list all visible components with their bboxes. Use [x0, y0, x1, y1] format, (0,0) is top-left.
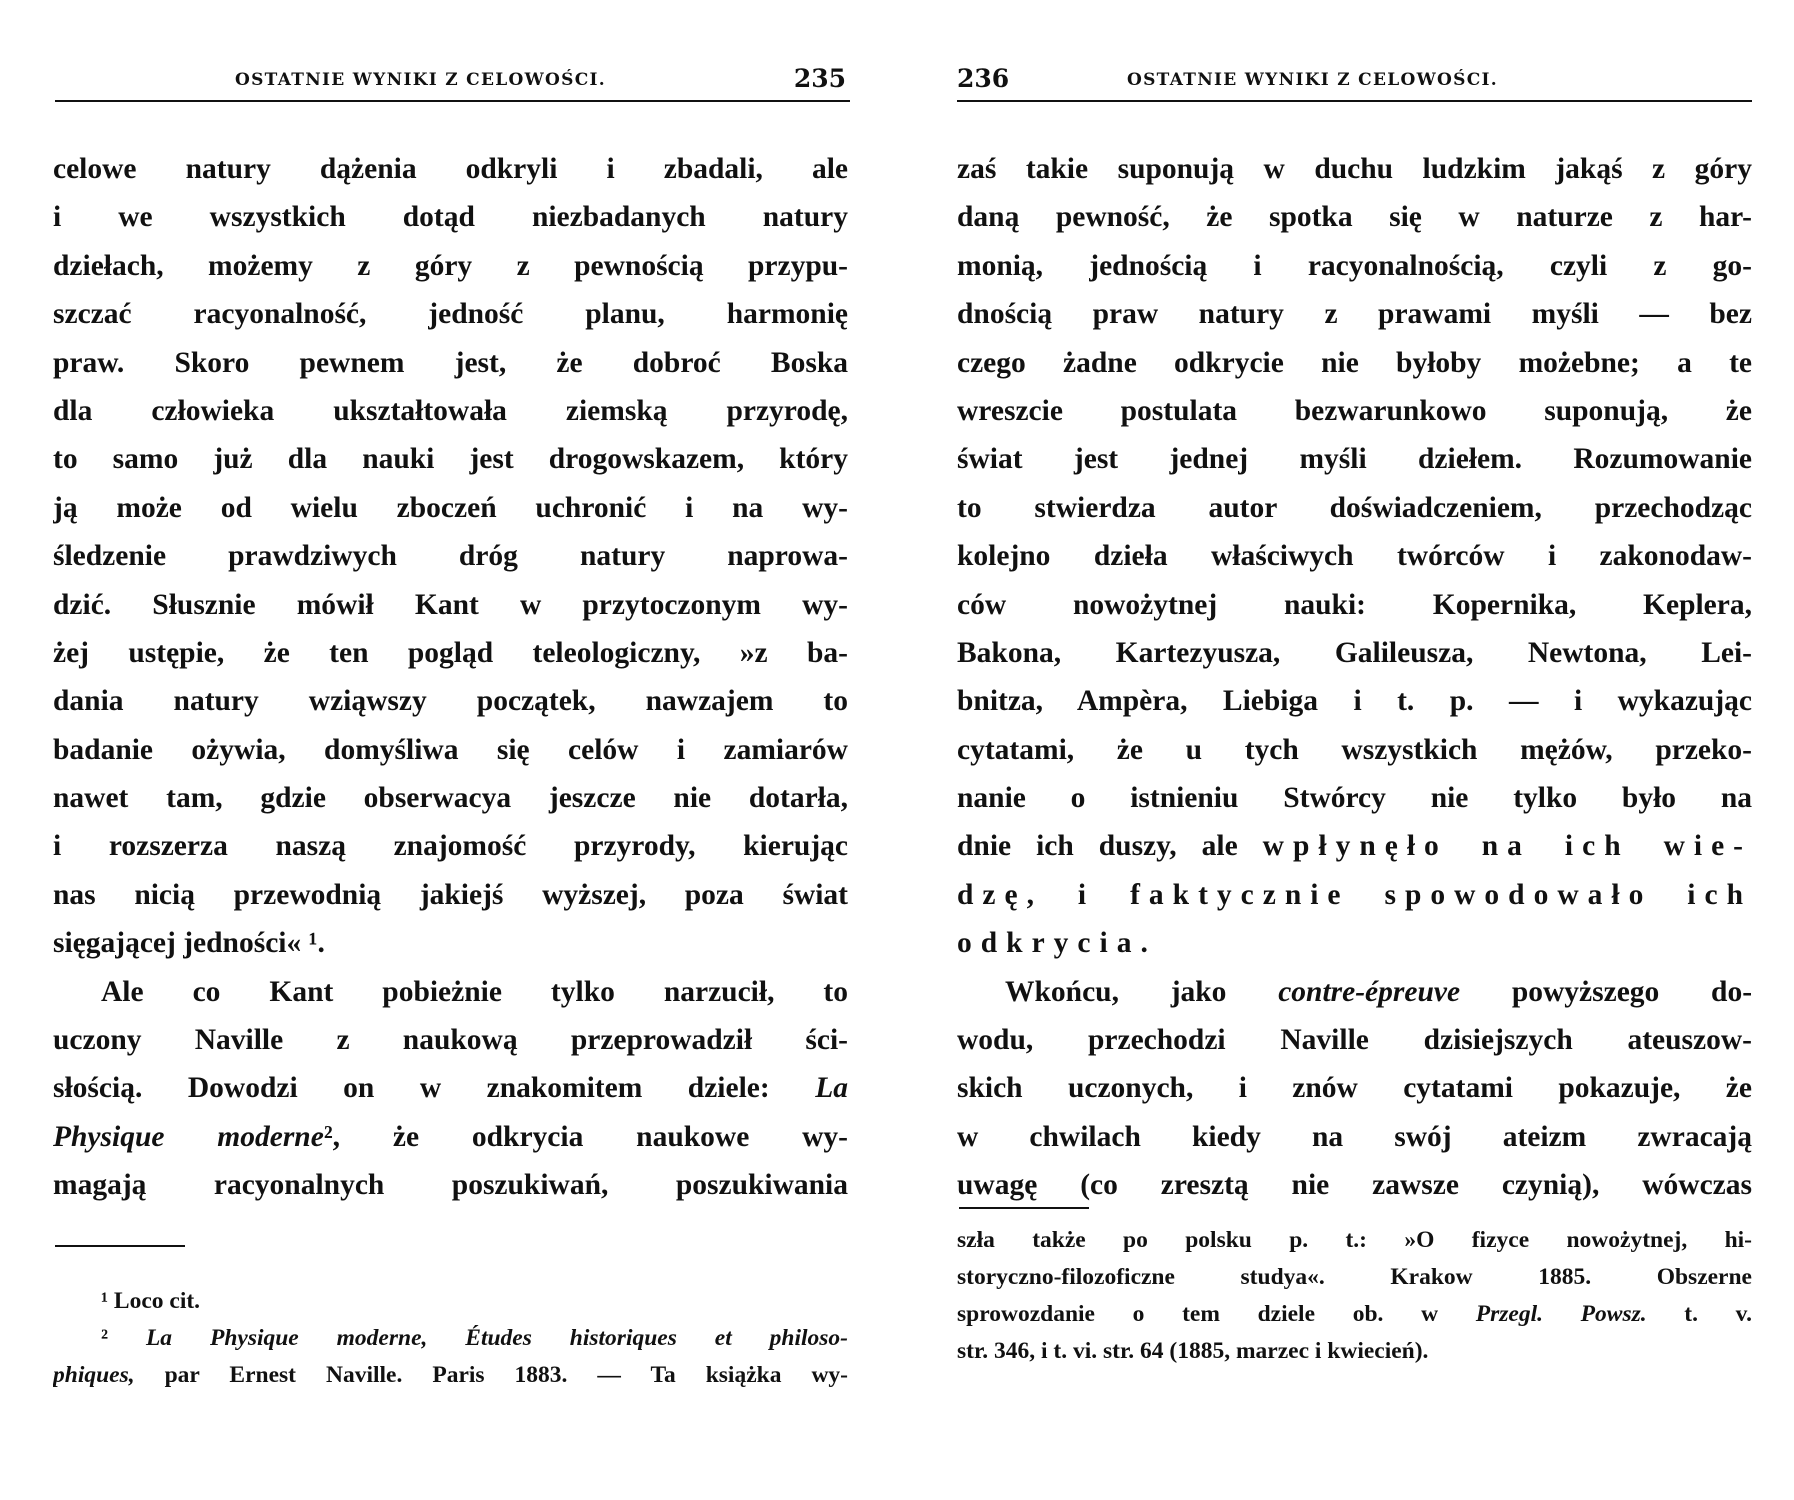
spaced-emphasis: wpłynęło na ich wie-	[1262, 830, 1752, 863]
body-text	[53, 145, 848, 1210]
text-line: ją może od wielu zboczeń uchronić i na wy-	[53, 491, 848, 524]
text-line: czego żadne odkrycie nie byłoby możebne; a te	[957, 346, 1752, 379]
header-rule	[957, 100, 1752, 102]
text-line: to samo już dla nauki jest drogowskazem, który	[53, 443, 848, 476]
italic-title: La Physique moderne, Études historiques et philoso-	[145, 1325, 848, 1351]
text-line: cytatami, że u tych wszystkich mężów, przeko-	[957, 733, 1752, 766]
text-line: i rozszerza naszą znajomość przyrody, kierując	[53, 830, 848, 863]
text-line: magają racyonalnych poszukiwań, poszukiwania	[53, 1169, 848, 1202]
text-line: i we wszystkich dotąd niezbadanych natury	[53, 201, 848, 234]
text-fragment: sprowozdanie o tem dziele ob. w	[957, 1301, 1439, 1327]
italic-term: contre-épreuve	[1278, 975, 1461, 1008]
text-line: Bakona, Kartezyusza, Galileusza, Newtona, Lei-	[957, 636, 1752, 669]
text-fragment: Wkońcu, jako	[1005, 975, 1227, 1008]
text-line: zaś takie suponują w duchu ludzkim jakąś z góry	[957, 153, 1752, 185]
text-line	[957, 822, 1752, 870]
text-line: sięgającej jedności« ¹.	[53, 927, 325, 960]
body-text	[957, 145, 1752, 1210]
text-line: uwagę (co zresztą nie zawsze czynią), wówczas	[957, 1169, 1752, 1202]
text-line: celowe natury dążenia odkryli i zbadali, ale	[53, 153, 848, 185]
footnotes	[957, 1222, 1752, 1370]
text-line: dla człowieka ukształtowała ziemską przyrodę,	[53, 394, 848, 427]
running-title: OSTATNIE WYNIKI Z CELOWOŚCI.	[1127, 70, 1499, 90]
italic-title: Physique moderne	[53, 1120, 324, 1153]
text-line: dziełach, możemy z góry z pewnością przypu-	[53, 249, 848, 282]
text-fragment: powyższego do-	[1511, 975, 1752, 1008]
text-line: Ale co Kant pobieżnie tylko narzucił, to	[101, 975, 848, 1008]
text-line: świat jest jednej myśli dziełem. Rozumowanie	[957, 443, 1752, 476]
text-line: praw. Skoro pewnem jest, że dobroć Boska	[53, 346, 848, 379]
running-head	[55, 62, 850, 102]
text-line: wreszcie postulata bezwarunkowo suponują, że	[957, 394, 1752, 427]
footnote-line	[53, 1357, 848, 1394]
text-line: badanie ożywia, domyśliwa się celów i zamiarów	[53, 733, 848, 766]
italic-title: Przegl. Powsz.	[1475, 1301, 1647, 1327]
running-title: OSTATNIE WYNIKI Z CELOWOŚCI.	[235, 70, 607, 90]
footnote-line: str. 346, i t. vi. str. 64 (1885, marzec i kwiecień).	[957, 1338, 1429, 1364]
page-number: 235	[793, 64, 846, 93]
footnote-line	[957, 1296, 1752, 1333]
text-line: nanie o istnieniu Stwórcy nie tylko było na	[957, 782, 1752, 815]
text-line: bnitza, Ampèra, Liebiga i t. p. — i wykazując	[957, 685, 1752, 718]
footnote-rule	[959, 1207, 1089, 1209]
header-rule	[55, 100, 850, 102]
text-line: dzę, i faktycznie spowodowało ich	[957, 878, 1752, 911]
text-line: monią, jednością i racyonalnością, czyli z go-	[957, 249, 1752, 282]
text-fragment: par Ernest Naville. Paris 1883. — Ta książka wy-	[134, 1362, 848, 1388]
text-fragment: słością. Dowodzi on w znakomitem dziele:	[53, 1072, 770, 1105]
text-line: śledzenie prawdziwych dróg natury naprowa-	[53, 540, 848, 573]
footnote-marker: ²	[101, 1325, 109, 1351]
text-line: dzić. Słusznie mówił Kant w przytoczonym wy-	[53, 588, 848, 621]
running-head	[957, 62, 1752, 102]
footnote-line: szła także po polsku p. t.: »O fizyce nowożytnej, hi-	[957, 1227, 1752, 1253]
text-line: kolejno dzieła właściwych twórców i zakonodaw-	[957, 540, 1752, 573]
text-line: uczony Naville z naukową przeprowadził ści-	[53, 1024, 848, 1057]
text-line: dnością praw natury z prawami myśli — bez	[957, 298, 1752, 331]
text-line: skich uczonych, i znów cytatami pokazuje, że	[957, 1072, 1752, 1105]
text-line: nas nicią przewodnią jakiejś wyższej, poza świat	[53, 878, 848, 911]
text-line	[53, 1064, 848, 1112]
footnotes	[53, 1283, 848, 1394]
italic-title: phiques,	[53, 1362, 135, 1388]
text-line: w chwilach kiedy na swój ateizm zwracają	[957, 1120, 1752, 1153]
text-line: żej ustępie, że ten pogląd teleologiczny, »z ba-	[53, 636, 848, 669]
text-line: nawet tam, gdzie obserwacya jeszcze nie dotarła,	[53, 782, 848, 815]
footnote-rule	[55, 1245, 185, 1247]
text-fragment: ², że odkrycia naukowe wy-	[323, 1120, 848, 1153]
text-line: daną pewność, że spotka się w naturze z har-	[957, 201, 1752, 234]
italic-title: La	[815, 1072, 848, 1105]
text-line: wodu, przechodzi Naville dzisiejszych ateuszow-	[957, 1024, 1752, 1057]
text-line: ców nowożytnej nauki: Kopernika, Keplera,	[957, 588, 1752, 621]
footnote-line	[53, 1320, 848, 1357]
text-fragment: dnie ich duszy, ale	[957, 830, 1238, 863]
footnote-line: storyczno-filozoficzne studya«. Krakow 1885. Obszerne	[957, 1264, 1752, 1290]
text-line: dania natury wziąwszy początek, nawzajem to	[53, 685, 848, 718]
footnote-line: ¹ Loco cit.	[101, 1288, 201, 1314]
text-line	[957, 968, 1752, 1016]
text-line: szczać racyonalność, jedność planu, harmonię	[53, 298, 848, 331]
text-line: odkrycia.	[957, 927, 1157, 960]
text-line: to stwierdza autor doświadczeniem, przechodząc	[957, 491, 1752, 524]
page-number: 236	[957, 64, 1010, 93]
text-fragment: t. v.	[1646, 1301, 1752, 1327]
right-page	[897, 0, 1794, 1500]
text-line	[53, 1113, 848, 1161]
